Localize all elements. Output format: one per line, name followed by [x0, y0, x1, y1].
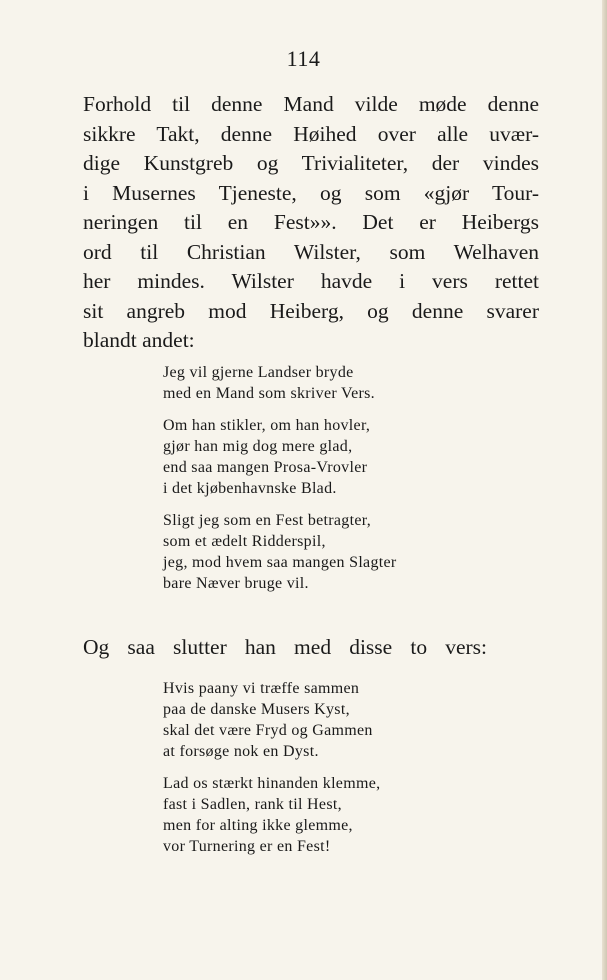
verse-line: end saa mangen Prosa-Vrovler	[163, 459, 368, 476]
poem-stanza	[163, 510, 397, 594]
verse-line: bare Næver bruge vil.	[163, 575, 309, 592]
prose-line: i Musernes Tjeneste, og som «gjør Tour-	[83, 180, 539, 205]
verse-line: jeg, mod hvem saa mangen Slagter	[163, 554, 397, 571]
verse-line: men for alting ikke glemme,	[163, 817, 353, 834]
verse-line: fast i Sadlen, rank til Hest,	[163, 796, 342, 813]
verse-line: paa de danske Musers Kyst,	[163, 701, 350, 718]
verse-line: som et ædelt Ridderspil,	[163, 533, 326, 550]
verse-line: Lad os stærkt hinanden klemme,	[163, 775, 381, 792]
poem-stanza	[163, 415, 397, 499]
prose-line: blandt andet:	[83, 328, 195, 352]
prose-line: sit angreb mod Heiberg, og denne svarer	[83, 298, 539, 323]
verse-line: Jeg vil gjerne Landser bryde	[163, 364, 354, 381]
verse-line: Hvis paany vi træffe sammen	[163, 680, 360, 697]
prose-line: her mindes. Wilster havde i vers rettet	[83, 269, 539, 293]
poem-block-second	[163, 678, 380, 857]
stanza-gap	[163, 404, 397, 415]
connector-sentence: Og saa slutter han med disse to vers:	[83, 635, 487, 659]
poem-stanza	[163, 773, 380, 857]
stanza-gap	[163, 499, 397, 510]
stanza-gap	[163, 762, 380, 773]
poem-stanza	[163, 678, 380, 762]
verse-line: vor Turnering er en Fest!	[163, 838, 331, 855]
page-number: 114	[286, 46, 321, 71]
verse-line: skal det være Fryd og Gammen	[163, 722, 373, 739]
page-edge-shadow	[602, 0, 607, 980]
poem-stanza	[163, 362, 397, 404]
verse-line: Om han stikler, om han hovler,	[163, 417, 371, 434]
verse-line: i det kjøbenhavnske Blad.	[163, 480, 337, 497]
verse-line: at forsøge nok en Dyst.	[163, 743, 319, 760]
prose-line: dige Kunstgreb og Trivialiteter, der vindes	[83, 151, 539, 175]
prose-line: neringen til en Fest»». Det er Heibergs	[83, 210, 539, 234]
prose-line: ord til Christian Wilster, som Welhaven	[83, 239, 539, 264]
prose-line: sikkre Takt, denne Høihed over alle uvær-	[83, 121, 539, 146]
verse-line: Sligt jeg som en Fest betragter,	[163, 512, 372, 529]
poem-block-first	[163, 362, 397, 594]
verse-line: med en Mand som skriver Vers.	[163, 385, 375, 402]
verse-line: gjør han mig dog mere glad,	[163, 438, 353, 455]
prose-paragraph	[83, 90, 539, 356]
prose-line: Forhold til denne Mand vilde møde denne	[83, 92, 539, 116]
